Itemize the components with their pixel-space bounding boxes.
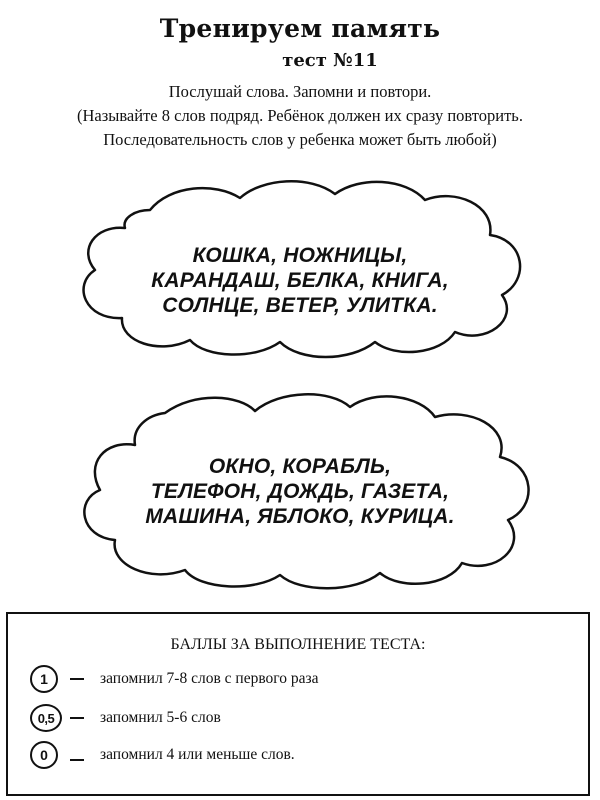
scoring-title: БАЛЛЫ ЗА ВЫПОЛНЕНИЕ ТЕСТА: <box>170 636 426 653</box>
score-text-2: запомнил 5-6 слов <box>100 709 221 726</box>
scoring-box <box>6 612 590 796</box>
cloud-1-line-1: КОШКА, НОЖНИЦЫ, <box>192 244 408 267</box>
score-row-1 <box>30 664 319 694</box>
dash-3 <box>70 759 84 761</box>
score-text-3: запомнил 4 или меньше слов. <box>100 746 295 763</box>
cloud-2-line-2: ТЕЛЕФОН, ДОЖДЬ, ГАЗЕТА, <box>150 480 450 503</box>
score-text-1: запомнил 7-8 слов с первого раза <box>100 670 319 687</box>
dash-1 <box>70 678 84 680</box>
cloud-1-line-3: СОЛНЦЕ, ВЕТЕР, УЛИТКА. <box>162 294 438 317</box>
dash-2 <box>70 717 84 719</box>
word-cloud-2 <box>0 385 600 595</box>
test-number: тест №11 <box>282 50 378 71</box>
instruction-line-1: Послушай слова. Запомни и повтори. <box>168 82 432 101</box>
cloud-2-line-1: ОКНО, КОРАБЛЬ, <box>208 455 392 478</box>
cloud-2-line-3: МАШИНА, ЯБЛОКО, КУРИЦА. <box>145 505 455 528</box>
cloud-1-line-2: КАРАНДАШ, БЕЛКА, КНИГА, <box>151 269 449 292</box>
page-title: Тренируем память <box>159 14 441 43</box>
score-row-2 <box>30 703 221 733</box>
score-row-3 <box>30 740 295 770</box>
score-badge-2: 0,5 <box>30 704 62 732</box>
score-badge-3: 0 <box>30 741 58 769</box>
instruction-line-3: Последовательность слов у ребенка может быть любой) <box>103 130 497 149</box>
instruction-line-2: (Называйте 8 слов подряд. Ребёнок должен их сразу повторить. <box>77 106 523 125</box>
word-cloud-1 <box>0 170 600 370</box>
score-badge-1: 1 <box>30 665 58 693</box>
